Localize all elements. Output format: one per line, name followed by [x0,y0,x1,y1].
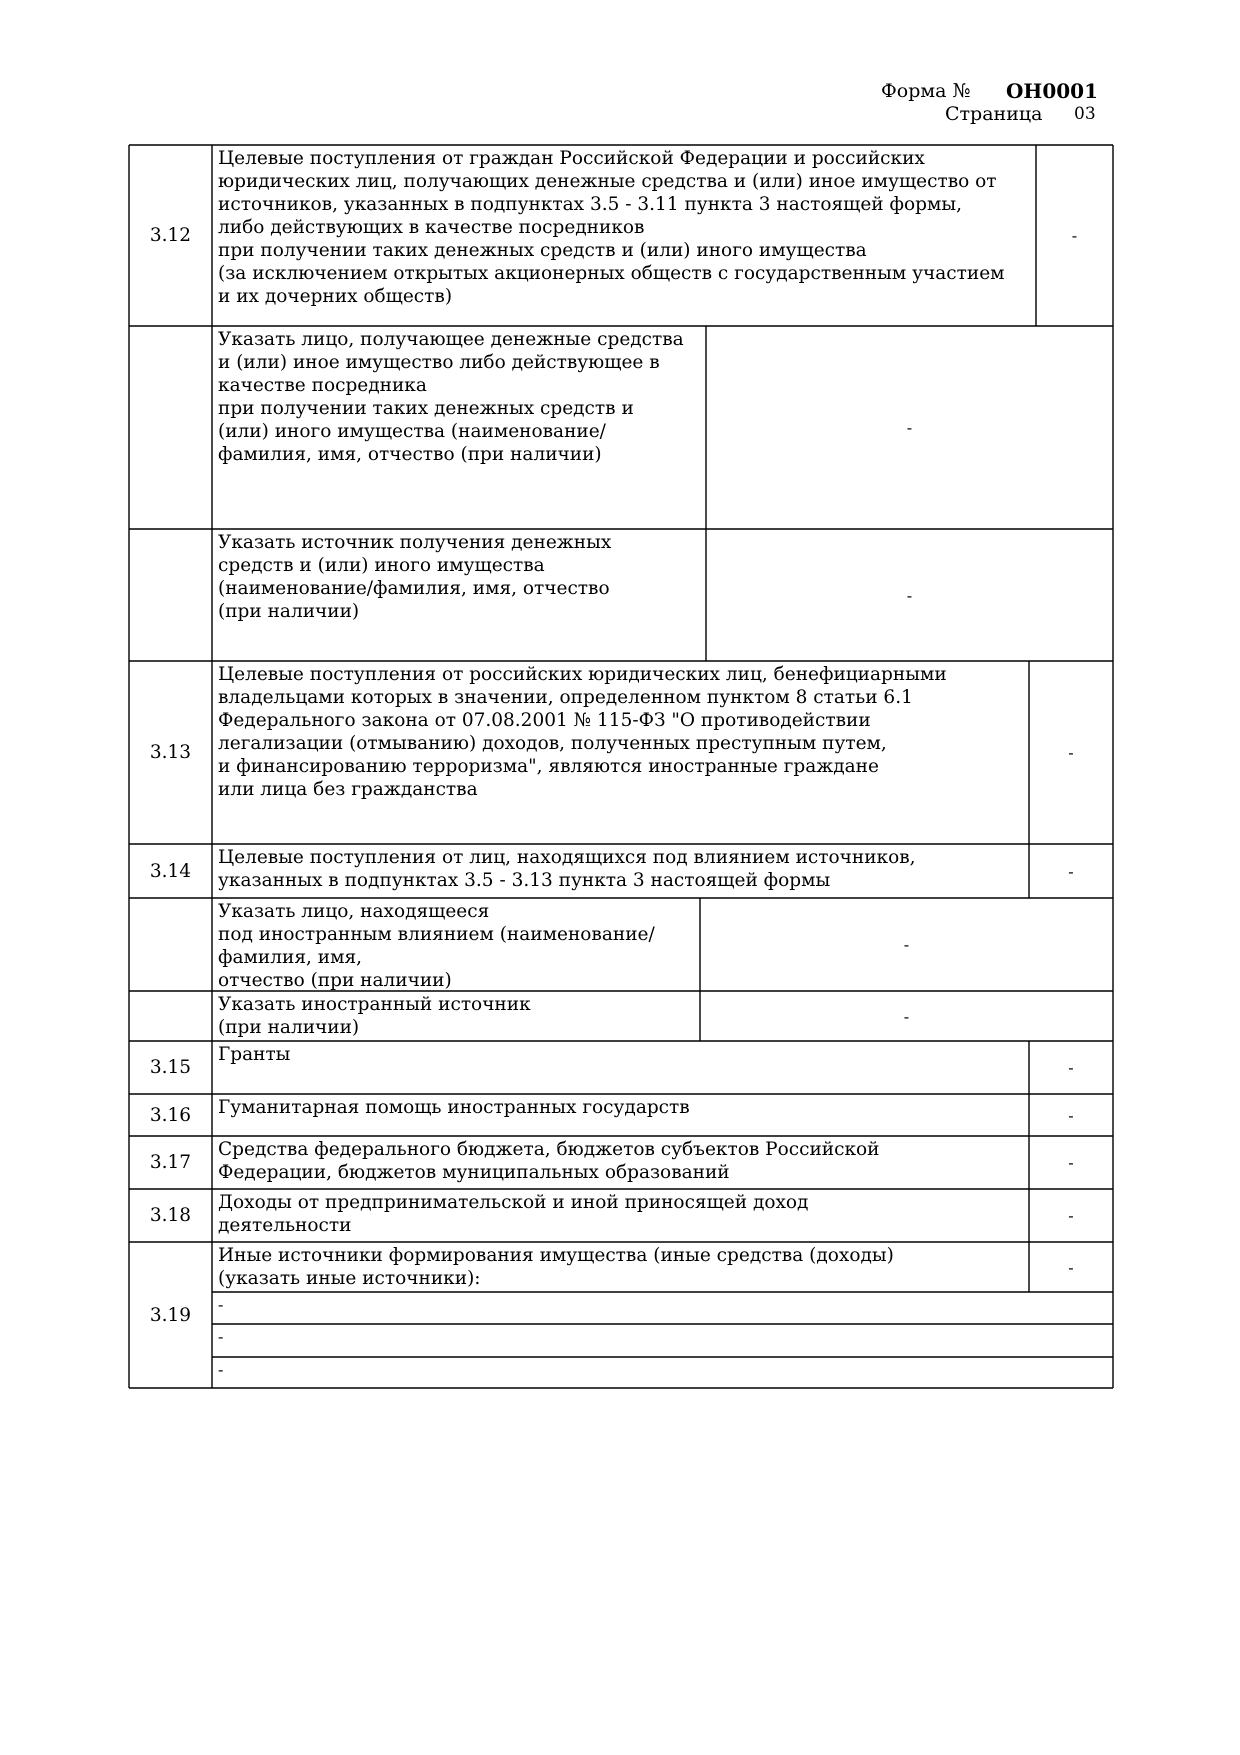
row-number-3-17: 3.17 [149,1152,192,1173]
row-text-3-19: Иные источники формирования имущества (иные средства (доходы) (указать иные источники): [218,1245,894,1289]
row-number-3-12: 3.12 [149,225,192,246]
row-value-3-19: - [1068,1257,1074,1277]
other-source-line-1: - [218,1295,224,1314]
row-value-3-17: - [1068,1153,1074,1172]
page-label: Страница [945,103,1043,125]
row-text-3-14: Целевые поступления от лиц, находящихся под влиянием источников, указанных в подпунктах 3.5 - 3.13 пункта 3 настоящей формы [218,847,916,891]
row-value-3-16: - [1068,1105,1074,1125]
row-text-3-16: Гуманитарная помощь иностранных государств [218,1097,690,1118]
other-source-line-2: - [218,1327,224,1346]
row-text-3-17: Средства федерального бюджета, бюджетов субъектов Российской Федерации, бюджетов муниципальных образований [218,1139,880,1183]
row-value-3-12-source: - [906,585,913,605]
row-value-3-13: - [1068,743,1074,762]
row-number-3-19: 3.19 [149,1304,192,1326]
row-number-3-14: 3.14 [149,860,192,882]
row-text-3-15: Гранты [218,1044,291,1065]
row-number-3-13: 3.13 [149,742,192,763]
row-number-3-15: 3.15 [149,1057,192,1078]
row-text-3-12: Целевые поступления от граждан Российской Федерации и российских юридических лиц, получающих денежные средства и (или) иное имущество от источников, указанных в подпунктах 3.5 - 3.11 пункта 3 настоящей формы, либо действующих в качестве посредников при получении таких денежных средств и (или) иного имущества (за исключением открытых акционерных обществ с государственным участием и их дочерних обществ) [218,148,1005,307]
row-value-3-15: - [1068,1058,1074,1077]
row-text-3-14-person: Указать лицо, находящееся под иностранным влиянием (наименование/ фамилия, имя, отчество (при наличии) [218,901,655,991]
row-value-3-12-person: - [906,418,913,437]
row-value-3-12: - [1071,226,1078,245]
row-value-3-14: - [1068,861,1074,881]
row-text-3-14-source: Указать иностранный источник (при наличии) [218,994,531,1038]
row-number-3-16: 3.16 [149,1104,192,1126]
row-value-3-14-source: - [903,1006,910,1026]
row-text-3-13: Целевые поступления от российских юридических лиц, бенефициарными владельцами которых в значении, определенном пунктом 8 статьи 6.1 Федерального закона от 07.08.2001 № 115-ФЗ "О противодействии легализации (отмыванию) доходов, полученных преступным путем, и финансированию терроризма", являются иностранные граждане или лица без гражданства [218,664,947,800]
row-value-3-18: - [1068,1206,1074,1225]
row-text-3-12-source: Указать источник получения денежных средств и (или) иного имущества (наименование/фамилия, имя, отчество (при наличии) [218,532,612,622]
other-source-line-3: - [218,1360,224,1379]
page-number: 03 [1074,104,1096,124]
form-label: Форма № [881,80,971,102]
row-value-3-14-person: - [903,935,910,954]
row-number-3-18: 3.18 [149,1205,192,1226]
row-text-3-18: Доходы от предпринимательской и иной приносящей доход деятельности [218,1192,809,1236]
form-code: ОН0001 [1006,79,1098,103]
row-text-3-12-person: Указать лицо, получающее денежные средства и (или) иное имущество либо действующее в качестве посредника при получении таких денежных средств и (или) иного имущества (наименование/ фамилия, имя, отчество (при наличии) [218,329,684,465]
